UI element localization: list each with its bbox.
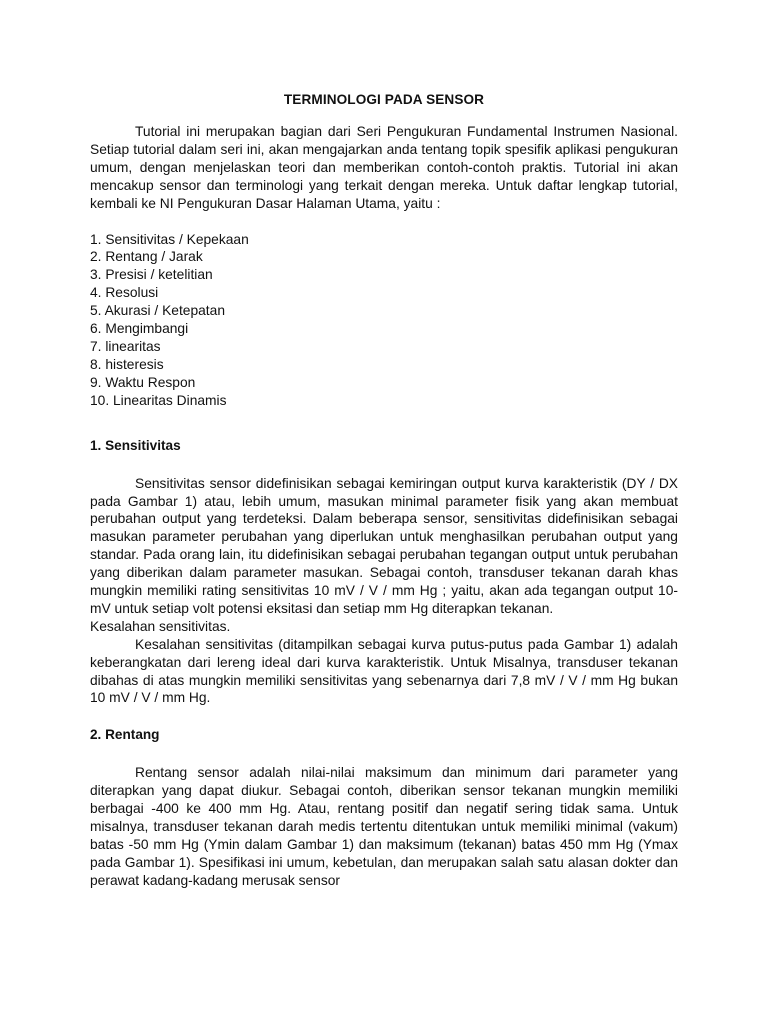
topic-item: 7. linearitas	[90, 338, 161, 354]
topic-item: 10. Linearitas Dinamis	[90, 392, 227, 408]
topic-item: 6. Mengimbangi	[90, 321, 189, 337]
rentang-paragraph: Rentang sensor adalah nilai-nilai maksimum dan minimum dari parameter yang diterapkan yang dapat diukur. Sebagai contoh, diberikan sensor tekanan mungkin memiliki berbagai -400 ke 400 mm Hg. Atau, rentang positif dan negatif sering tidak sama. Untuk misalnya, transduser tekanan darah medis tertentu ditentukan untuk memiliki minimal (vakum) batas -50 mm Hg (Ymin dalam Gambar 1) dan maksimum (tekanan) batas 450 mm Hg (Ymax pada Gambar 1). Spesifikasi ini umum, kebetulan, dan merupakan salah satu alasan dokter dan perawat kadang-kadang merusak sensor	[90, 765, 678, 888]
topic-item: 8. histeresis	[90, 356, 164, 372]
topic-item: 9. Waktu Respon	[90, 374, 196, 390]
topic-list	[90, 231, 678, 410]
kesalahan-sensitivitas-paragraph: Kesalahan sensitivitas (ditampilkan sebagai kurva putus-putus pada Gambar 1) adalah keberangkatan dari lereng ideal dari kurva karakteristik. Untuk Misalnya, transduser tekanan dibahas di atas mungkin memiliki sensitivitas yang sebenarnya dari 7,8 mV / V / mm Hg bukan 10 mV / V / mm Hg.	[90, 636, 678, 706]
sensitivitas-subheading: Kesalahan sensitivitas.	[90, 618, 231, 634]
document-title: TERMINOLOGI PADA SENSOR	[283, 92, 485, 107]
section-heading-rentang: 2. Rentang	[90, 727, 160, 743]
topic-item: 1. Sensitivitas / Kepekaan	[90, 231, 249, 247]
topic-item: 3. Presisi / ketelitian	[90, 267, 213, 283]
topic-item: 5. Akurasi / Ketepatan	[90, 303, 225, 319]
topic-item: 2. Rentang / Jarak	[90, 249, 203, 265]
intro-paragraph: Tutorial ini merupakan bagian dari Seri Pengukuran Fundamental Instrumen Nasional. Setiap tutorial dalam seri ini, akan mengajarkan anda tentang topik spesifik aplikasi pengukuran umum, dengan menjelaskan teori dan memberikan contoh-contoh praktis. Tutorial ini akan mencakup sensor dan terminologi yang terkait dengan mereka. Untuk daftar lengkap tutorial, kembali ke NI Pengukuran Dasar Halaman Utama, yaitu :	[90, 124, 678, 211]
section-heading-sensitivitas: 1. Sensitivitas	[90, 437, 181, 453]
sensitivitas-paragraph: Sensitivitas sensor didefinisikan sebagai kemiringan output kurva karakteristik (DY / DX pada Gambar 1) atau, lebih umum, masukan minimal parameter fisik yang akan membuat perubahan output yang terdeteksi. Dalam beberapa sensor, sensitivitas didefinisikan sebagai masukan parameter perubahan yang diperlukan untuk menghasilkan perubahan output yang standar. Pada orang lain, itu didefinisikan sebagai perubahan tegangan output untuk perubahan yang diberikan dalam parameter masukan. Sebagai contoh, transduser tekanan darah khas mungkin memiliki rating sensitivitas 10 mV / V / mm Hg ; yaitu, akan ada tegangan output 10-mV untuk setiap volt potensi eksitasi dan setiap mm Hg diterapkan tekanan.	[90, 475, 678, 616]
topic-item: 4. Resolusi	[90, 285, 159, 301]
spacer	[90, 213, 678, 231]
